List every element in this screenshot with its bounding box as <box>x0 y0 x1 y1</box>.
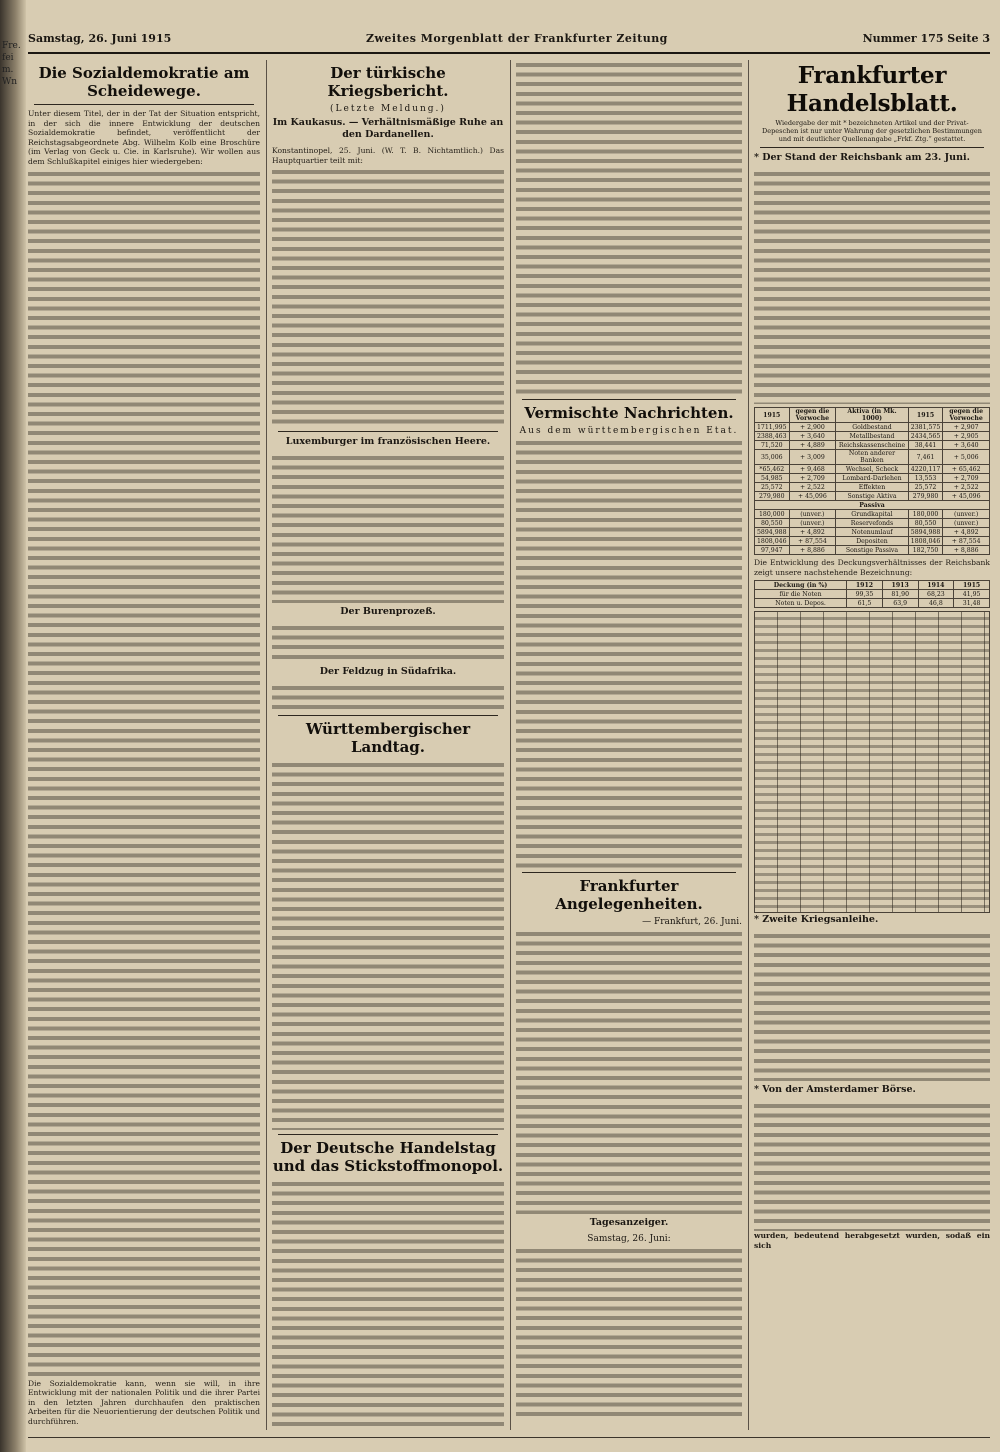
article-body-text <box>754 931 990 1081</box>
table-cell: + 8,886 <box>943 546 990 555</box>
table-cell: Reichskassenscheine <box>836 441 909 450</box>
table-cell: + 4,892 <box>789 528 836 537</box>
table-cell: Depositen <box>836 537 909 546</box>
table-body <box>755 590 990 608</box>
article-title: Die Sozialdemokratie am Scheidewege. <box>38 64 250 100</box>
table-row <box>755 510 990 519</box>
section-title: Frankfurter Angelegenheiten. <box>555 877 703 913</box>
article-body-text <box>754 1101 990 1231</box>
table-cell: + 2,522 <box>943 483 990 492</box>
column-header: 1912 <box>847 581 883 590</box>
table-cell: 180,000 <box>908 510 943 519</box>
table-row <box>755 483 990 492</box>
tagesanzeiger-title: Tagesanzeiger. <box>589 1217 669 1228</box>
adjacent-page-spine <box>0 0 26 1452</box>
section-rule <box>522 399 736 400</box>
column-header: gegen die Vorwoche <box>943 408 990 423</box>
table-cell: 46,8 <box>918 599 954 608</box>
table-cell: + 65,462 <box>943 465 990 474</box>
section-title: Der Deutsche Handelstag und das Stickstoffmonopol. <box>272 1139 504 1176</box>
table-cell: Grundkapital <box>836 510 909 519</box>
column-divider <box>266 60 267 1430</box>
table-cell: + 2,709 <box>943 474 990 483</box>
article-dateline: Konstantinopel, 25. Juni. (W. T. B. Nichtamtlich.) Das Hauptquartier teilt mit: <box>272 146 504 165</box>
header-date: Samstag, 26. Juni 1915 <box>28 31 172 45</box>
article-intro: Unter diesem Titel, der in der Tat der Situation entspricht, in der sich die innere Entwicklung der deutschen Sozialdemokratie befindet, veröffentlicht der Reichstagsabgeordnete Abg. Wilhelm Kolb eine Broschüre (im Verlag von Geck u. Cie. in Karlsruhe). Wir wollen aus dem Schlußkapitel einiges hier wiedergeben: <box>28 109 260 166</box>
page-bottom-rule <box>28 1437 990 1438</box>
article-body-text <box>516 438 742 868</box>
masthead-note: Wiedergabe der mit * bezeichneten Artikel und der Privat-Depeschen ist nur unter Wahrung der gesetzlichen Bestimmungen und mit deutlicher Quellenangabe „Frkf. Ztg.“ gestattet. <box>762 119 982 143</box>
section-title: Luxemburger im französischen Heere. <box>285 436 491 448</box>
article-subtitle: (Letzte Meldung.) <box>330 104 446 114</box>
table-cell: 25,572 <box>908 483 943 492</box>
masthead-rule <box>760 147 984 148</box>
table-cell: Noten u. Depos. <box>755 599 847 608</box>
table-row <box>755 465 990 474</box>
section-title: Der Feldzug in Südafrika. <box>319 666 457 678</box>
section-rule <box>278 1134 498 1135</box>
table-cell: 35,006 <box>755 450 790 465</box>
table-row <box>755 450 990 465</box>
section-dateline: — Frankfurt, 26. Juni. <box>642 917 742 927</box>
table-cell: Sonstige Passiva <box>836 546 909 555</box>
bank-statement-table <box>754 407 990 555</box>
section-title: * Zweite Kriegsanleihe. <box>754 914 879 926</box>
article-body-text <box>272 623 504 663</box>
table-row <box>755 528 990 537</box>
table-cell: + 2,907 <box>943 423 990 432</box>
column-header: Aktiva (in Mk. 1000) <box>836 408 909 423</box>
table-cell: + 4,889 <box>789 441 836 450</box>
column-header: 1913 <box>882 581 918 590</box>
table-cell: + 2,900 <box>789 423 836 432</box>
table-caption: Die Entwicklung des Deckungsverhältnisses der Reichsbank zeigt unsere nachstehende Bezeichnung: <box>754 558 990 577</box>
column-header: Deckung (in %) <box>755 581 847 590</box>
table-cell: 4220,117 <box>908 465 943 474</box>
section-title: * Der Stand der Reichsbank am 23. Juni. <box>754 152 970 163</box>
table-cell: 180,000 <box>755 510 790 519</box>
table-cell: + 2,905 <box>943 432 990 441</box>
article-body-text <box>516 60 742 395</box>
table-row <box>755 519 990 528</box>
table-cell: *65,462 <box>755 465 790 474</box>
column-header: 1915 <box>908 408 943 423</box>
running-header <box>28 28 990 48</box>
article-closing: Die Sozialdemokratie kann, wenn sie will, in ihre Entwicklung mit der nationalen Politik und die ihrer Partei in den letzten Jahren durchhaufen den praktischen Arbeiten für die Neuorientierung der deutschen Politik und durchführen. <box>28 1378 260 1426</box>
table-cell: + 2,522 <box>789 483 836 492</box>
table-cell: 97,947 <box>755 546 790 555</box>
table-cell: Effekten <box>836 483 909 492</box>
section-masthead: Frankfurter Handelsblatt. <box>786 62 958 117</box>
table-cell: + 5,006 <box>943 450 990 465</box>
table-cell: (unver.) <box>943 519 990 528</box>
column-3 <box>516 60 742 1430</box>
article-body-text <box>272 760 504 1130</box>
table-cell: 1711,995 <box>755 423 790 432</box>
table-cell: + 8,886 <box>789 546 836 555</box>
table-cell: Notenumlauf <box>836 528 909 537</box>
table-cell: 5894,988 <box>908 528 943 537</box>
column-divider <box>510 60 511 1430</box>
coverage-table <box>754 580 990 608</box>
table-cell: 61,5 <box>847 599 883 608</box>
table-cell: 7,461 <box>908 450 943 465</box>
table-header-row <box>755 408 990 423</box>
column-2 <box>272 60 504 1430</box>
table-cell: 2381,575 <box>908 423 943 432</box>
table-section-label: Passiva <box>755 501 990 510</box>
table-cell: 38,441 <box>908 441 943 450</box>
table-cell: Lombard-Darlehen <box>836 474 909 483</box>
article-subhead: Im Kaukasus. — Verhältnismäßige Ruhe an den Dardanellen. <box>272 117 504 140</box>
section-title: Der Burenprozeß. <box>340 606 436 618</box>
section-title: * Von der Amsterdamer Börse. <box>754 1084 916 1096</box>
table-cell: (unver.) <box>943 510 990 519</box>
table-row <box>755 599 990 608</box>
table-cell: (unver.) <box>789 510 836 519</box>
table-row <box>755 474 990 483</box>
table-body <box>755 423 990 555</box>
column-4 <box>754 60 990 1430</box>
table-cell: 41,95 <box>954 590 990 599</box>
table-cell: + 45,096 <box>789 492 836 501</box>
column-header: 1915 <box>755 408 790 423</box>
table-cell: 1808,046 <box>755 537 790 546</box>
table-cell: + 2,709 <box>789 474 836 483</box>
spine-fragment-text: Fre. feim. Wn <box>2 41 21 87</box>
table-cell: Reservefonds <box>836 519 909 528</box>
table-cell: 68,23 <box>918 590 954 599</box>
table-cell: 279,980 <box>908 492 943 501</box>
article-last-line: wurden, bedeutend herabgesetzt wurden, sodaß ein sich <box>754 1231 990 1250</box>
table-cell: 13,553 <box>908 474 943 483</box>
table-section-row <box>755 501 990 510</box>
table-row <box>755 492 990 501</box>
header-rule <box>28 52 990 54</box>
section-rule <box>522 872 736 873</box>
tagesanzeiger-listing <box>516 1246 742 1416</box>
table-header-row <box>755 581 990 590</box>
table-cell: (unver.) <box>789 519 836 528</box>
table-row <box>755 423 990 432</box>
column-1 <box>28 60 260 1430</box>
table-cell: 99,35 <box>847 590 883 599</box>
table-row <box>755 537 990 546</box>
table-cell: Goldbestand <box>836 423 909 432</box>
table-cell: + 87,554 <box>789 537 836 546</box>
table-cell: 5894,988 <box>755 528 790 537</box>
table-row <box>755 441 990 450</box>
section-rule <box>278 431 498 432</box>
article-title: Der türkische Kriegsbericht. <box>327 64 449 100</box>
table-cell: 182,750 <box>908 546 943 555</box>
table-cell: 1808,046 <box>908 537 943 546</box>
table-cell: + 3,640 <box>943 441 990 450</box>
table-cell: 279,980 <box>755 492 790 501</box>
table-cell: + 9,468 <box>789 465 836 474</box>
article-body-text <box>272 167 504 427</box>
article-body-text <box>516 929 742 1214</box>
table-cell: 54,985 <box>755 474 790 483</box>
section-title: Vermischte Nachrichten. <box>524 404 734 422</box>
article-body-text <box>272 683 504 711</box>
tagesanzeiger-date: Samstag, 26. Juni: <box>587 1234 671 1244</box>
table-cell: + 87,554 <box>943 537 990 546</box>
table-cell: Wechsel, Scheck <box>836 465 909 474</box>
section-subtitle: Aus dem württembergischen Etat. <box>519 426 739 436</box>
header-page-number: Nummer 175 Seite 3 <box>862 31 990 45</box>
article-body-text <box>28 169 260 1379</box>
table-row <box>755 590 990 599</box>
article-body-text <box>754 169 990 404</box>
table-cell: für die Noten <box>755 590 847 599</box>
table-cell: 31,48 <box>954 599 990 608</box>
title-rule <box>34 104 254 105</box>
table-cell: + 45,096 <box>943 492 990 501</box>
section-title: Württembergischer Landtag. <box>305 720 471 757</box>
column-header: 1915 <box>954 581 990 590</box>
table-cell: 63,9 <box>882 599 918 608</box>
table-cell: + 3,640 <box>789 432 836 441</box>
article-body-text <box>272 1179 504 1430</box>
table-cell: Sonstige Aktiva <box>836 492 909 501</box>
statistics-table-block <box>754 611 990 911</box>
table-cell: Metallbestand <box>836 432 909 441</box>
table-cell: 80,550 <box>908 519 943 528</box>
column-header: gegen die Vorwoche <box>789 408 836 423</box>
table-cell: 71,520 <box>755 441 790 450</box>
table-cell: Noten anderer Banken <box>836 450 909 465</box>
table-row <box>755 432 990 441</box>
column-divider <box>748 60 749 1430</box>
article-body-text <box>272 453 504 603</box>
table-cell: 81,90 <box>882 590 918 599</box>
header-publication: Zweites Morgenblatt der Frankfurter Zeitung <box>365 31 668 45</box>
table-cell: + 4,892 <box>943 528 990 537</box>
table-cell: 2388,463 <box>755 432 790 441</box>
newspaper-page <box>28 22 990 1442</box>
column-header: 1914 <box>918 581 954 590</box>
table-cell: 80,550 <box>755 519 790 528</box>
table-row <box>755 546 990 555</box>
table-cell: + 3,009 <box>789 450 836 465</box>
table-cell: 25,572 <box>755 483 790 492</box>
table-cell: 2434,565 <box>908 432 943 441</box>
section-rule <box>278 715 498 716</box>
